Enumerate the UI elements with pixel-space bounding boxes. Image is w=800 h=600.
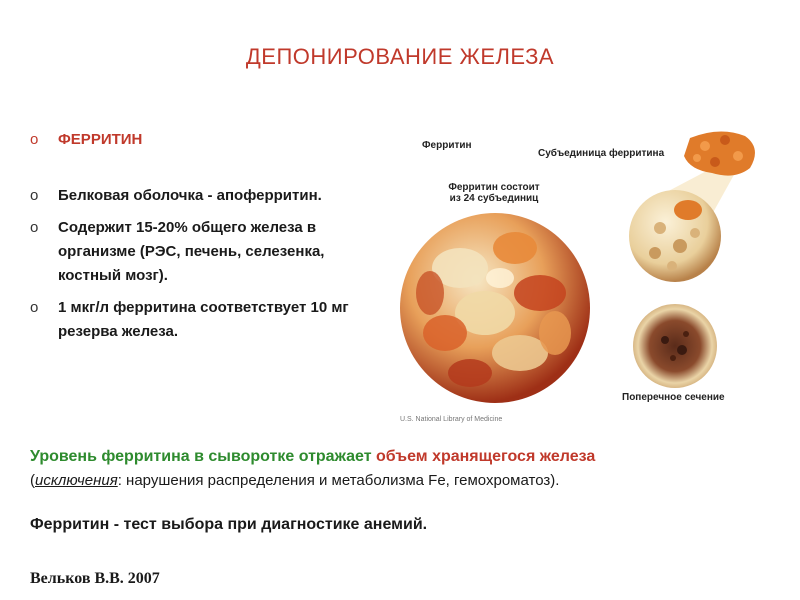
bullet-apoferritin: o Белковая оболочка - апоферритин. (30, 184, 370, 208)
ferritin-illustration (390, 118, 790, 438)
summary-line-3: Ферритин - тест выбора при диагностике анемий. (30, 516, 428, 533)
summary-red-text: объем хранящегося железа (375, 448, 596, 465)
ferritin-cross-section-icon (633, 304, 717, 388)
bullet-iron-content: o Содержит 15-20% общего железа в организме (РЭС, печень, селезенка, костный мозг). (30, 216, 370, 288)
page-title: ДЕПОНИРОВАНИЕ ЖЕЛЕЗА (245, 44, 555, 69)
image-credit: U.S. National Library of Medicine (400, 416, 503, 423)
label-consists (434, 182, 554, 204)
summary-paren-open: ( (30, 472, 35, 489)
ferritin-sphere-icon (400, 213, 590, 403)
summary-exceptions-text: : нарушения распределения и метаболизма Fe, гемохроматоз). (117, 472, 560, 489)
summary-line-2 (30, 470, 790, 492)
summary-green-text: Уровень ферритина в сыворотке отражает (30, 448, 372, 465)
label-cross-section: Поперечное сечение (622, 392, 725, 403)
label-subunit: Субъединица ферритина (538, 148, 665, 159)
summary-line-1 (30, 446, 790, 468)
ferritin-small-sphere-icon (629, 190, 721, 282)
bullet-reserve: o 1 мкг/л ферритина соответствует 10 мг резерва железа. (30, 296, 370, 344)
bullet-list (30, 128, 370, 352)
ferritin-figure (390, 118, 790, 438)
bullet-ferritin: o ФЕРРИТИН (30, 128, 370, 152)
label-consists-line1: Ферритин состоит (448, 182, 540, 193)
label-ferritin: Ферритин (422, 140, 472, 151)
author-citation: Вельков В.В. 2007 (30, 570, 160, 587)
label-consists-line2: из 24 субъединиц (449, 193, 539, 204)
summary-exceptions: исключения (35, 472, 118, 489)
